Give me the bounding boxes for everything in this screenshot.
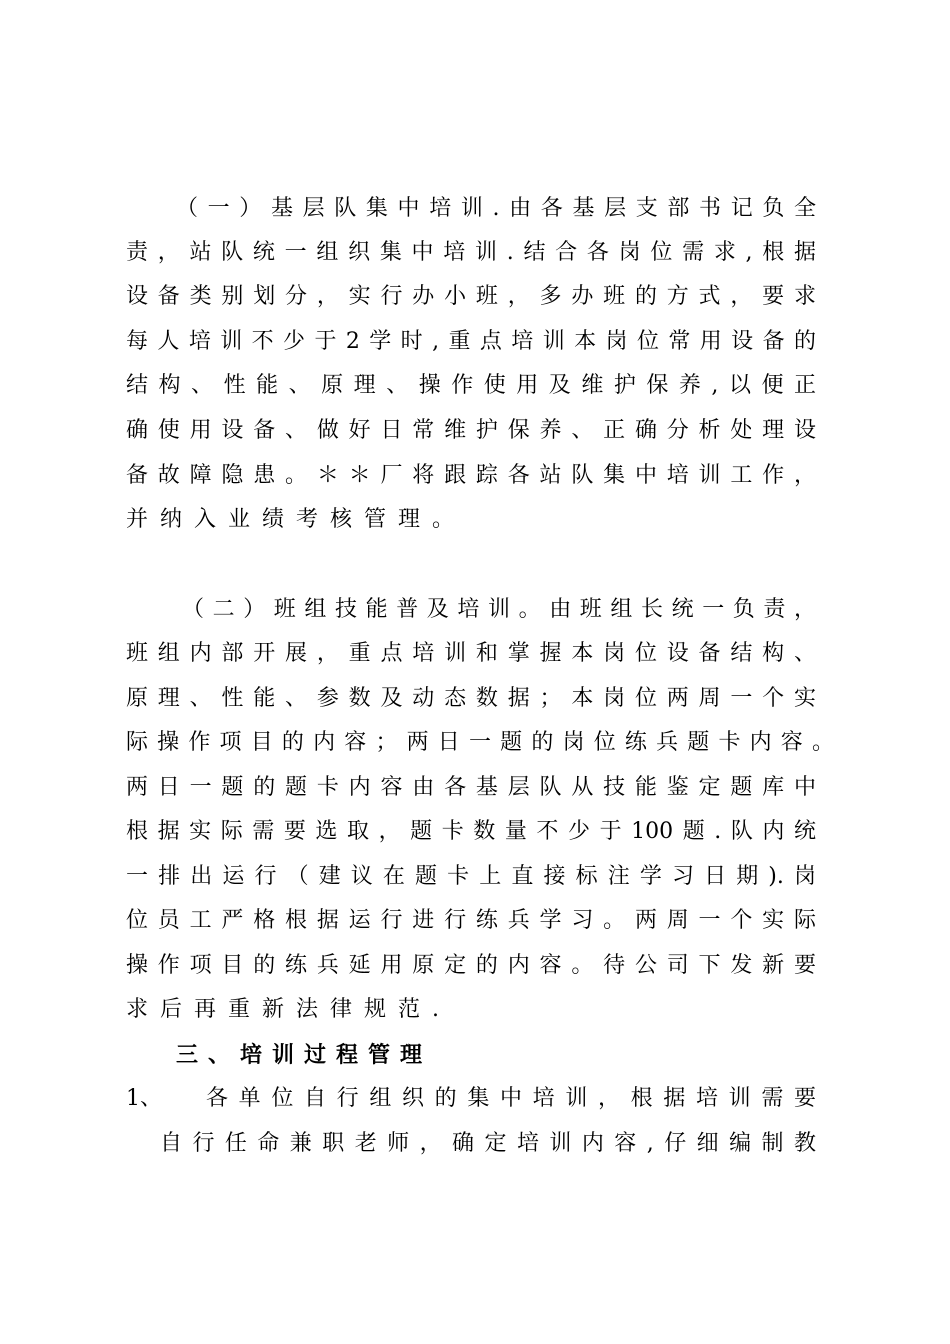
section1-line-8: 并纳入业绩考核管理。 bbox=[126, 507, 467, 532]
section2-line-6: 根据实际需要选取，题卡数量不少于100题.队内统 bbox=[126, 819, 816, 844]
section3-heading: 三、培训过程管理 bbox=[176, 1042, 433, 1068]
section2-line-8: 位员工严格根据运行进行练兵学习。两周一个实际 bbox=[126, 908, 816, 933]
section2-line-1: （二）班组技能普及培训。由班组长统一负责， bbox=[182, 597, 816, 622]
section2-line-9: 操作项目的练兵延用原定的内容。待公司下发新要 bbox=[126, 953, 816, 978]
section2-line-2: 班组内部开展，重点培训和掌握本岗位设备结构、 bbox=[126, 641, 816, 666]
section1-line-3: 设备类别划分，实行办小班，多办班的方式，要求 bbox=[126, 284, 816, 309]
list-item-line-1: 各单位自行组织的集中培训，根据培训需要 bbox=[206, 1086, 816, 1111]
section1-line-6: 确使用设备、做好日常维护保养、正确分析处理设 bbox=[126, 418, 816, 443]
section1-line-7: 备故障隐患。＊＊厂将跟踪各站队集中培训工作， bbox=[126, 463, 816, 488]
section2-line-5: 两日一题的题卡内容由各基层队从技能鉴定题库中 bbox=[126, 775, 816, 800]
list-item-number: 1、 bbox=[126, 1086, 162, 1111]
list-item-line-2: 自行任命兼职老师，确定培训内容,仔细编制教 bbox=[160, 1131, 816, 1156]
section2-line-10: 求后再重新法律规范. bbox=[126, 997, 451, 1022]
section1-line-1: （一）基层队集中培训.由各基层支部书记负全 bbox=[176, 196, 816, 221]
section1-line-4: 每人培训不少于2学时,重点培训本岗位常用设备的 bbox=[126, 329, 816, 354]
section2-line-4: 际操作项目的内容；两日一题的岗位练兵题卡内容。 bbox=[126, 730, 834, 755]
section2-line-3: 原理、性能、参数及动态数据；本岗位两周一个实 bbox=[126, 686, 816, 711]
section1-line-5: 结构、性能、原理、操作使用及维护保养,以便正 bbox=[126, 373, 816, 398]
section1-line-2: 责，站队统一组织集中培训.结合各岗位需求,根据 bbox=[126, 240, 816, 265]
section2-line-7: 一排出运行（建议在题卡上直接标注学习日期).岗 bbox=[126, 864, 816, 889]
